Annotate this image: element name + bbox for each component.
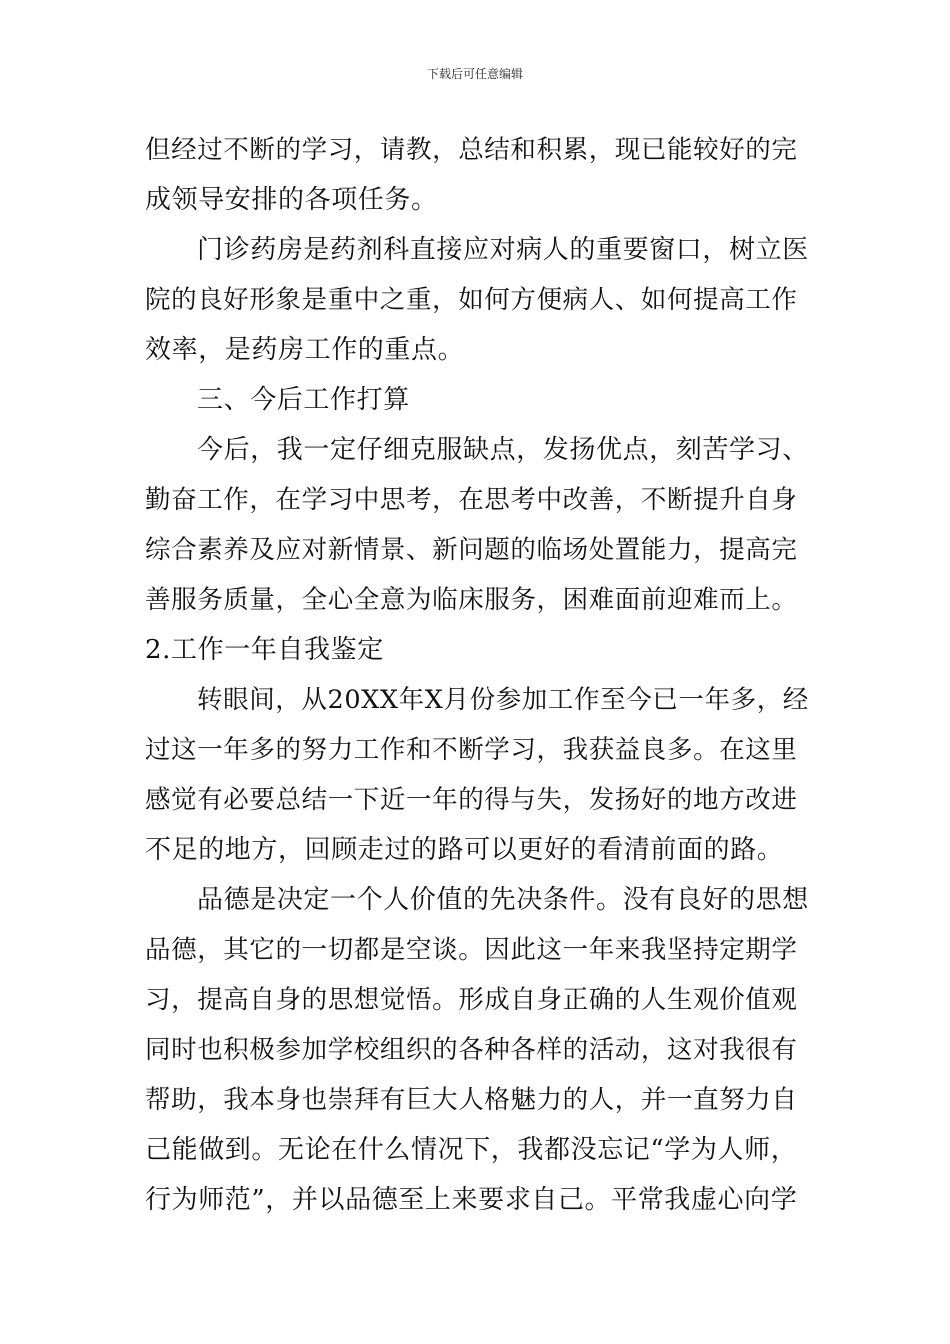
text-line: 善服务质量，全心全意为临床服务，困难面前迎难而上。 — [145, 585, 798, 615]
text-line: 行为师范”，并以品德至上来要求自己。平常我虚心向学 — [145, 1185, 798, 1215]
text-line: 综合素养及应对新情景、新问题的临场处置能力，提高完 — [145, 535, 798, 565]
text-line: 感觉有必要总结一下近一年的得与失，发扬好的地方改进 — [145, 785, 798, 815]
document-body — [145, 125, 810, 1225]
text-line: 不足的地方，回顾走过的路可以更好的看清前面的路。 — [145, 835, 784, 865]
text-line: 2.工作一年自我鉴定 — [145, 635, 384, 665]
text-line: 三、今后工作打算 — [197, 385, 410, 415]
text-line: 勤奋工作，在学习中思考，在思考中改善，不断提升自身 — [145, 485, 798, 515]
text-line: 门诊药房是药剂科直接应对病人的重要窗口，树立医 — [197, 235, 809, 265]
text-line: 院的良好形象是重中之重，如何方便病人、如何提高工作 — [145, 285, 798, 315]
page-header: 下载后可任意编辑 — [426, 67, 523, 81]
text-line: 品德是决定一个人价值的先决条件。没有良好的思想 — [197, 885, 809, 915]
text-line: 但经过不断的学习，请教，总结和积累，现已能较好的完 — [145, 135, 798, 165]
text-line: 同时也积极参加学校组织的各种各样的活动，这对我很有 — [145, 1035, 798, 1065]
text-line: 效率，是药房工作的重点。 — [145, 335, 465, 365]
text-line: 转眼间，从20XX年X月份参加工作至今已一年多，经 — [197, 685, 809, 715]
text-line: 习，提高自身的思想觉悟。形成自身正确的人生观价值观 — [145, 985, 798, 1015]
text-line: 帮助，我本身也崇拜有巨大人格魅力的人，并一直努力自 — [145, 1085, 798, 1115]
text-line: 过这一年多的努力工作和不断学习，我获益良多。在这里 — [145, 735, 798, 765]
text-line: 今后，我一定仔细克服缺点，发扬优点，刻苦学习、 — [197, 435, 809, 465]
text-line: 品德，其它的一切都是空谈。因此这一年来我坚持定期学 — [145, 935, 798, 965]
text-line: 己能做到。无论在什么情况下，我都没忘记“学为人师， — [145, 1135, 798, 1165]
text-line: 成领导安排的各项任务。 — [145, 185, 438, 215]
